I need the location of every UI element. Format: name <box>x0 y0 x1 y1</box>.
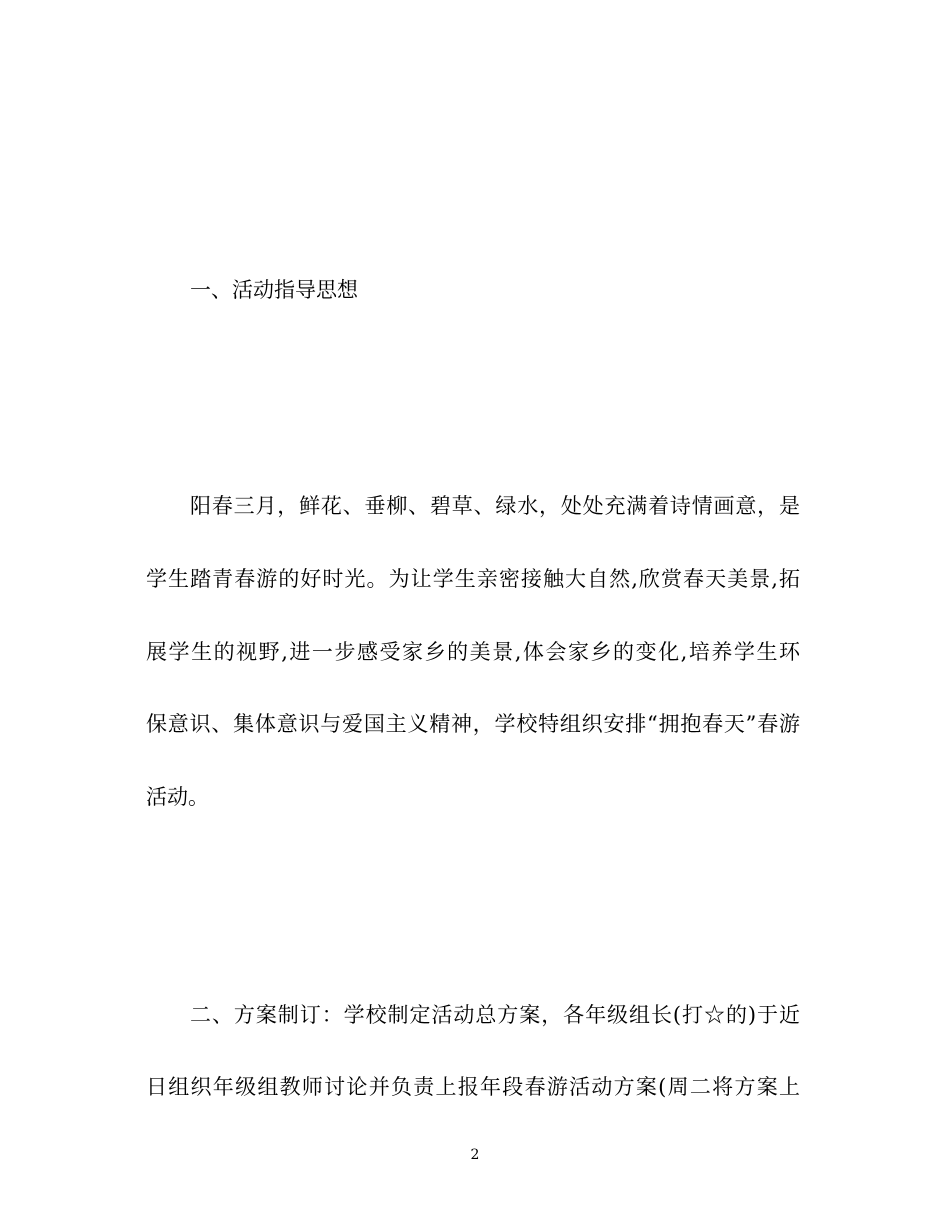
paragraph-line: 学生踏青春游的好时光。为让学生亲密接触大自然,欣赏春天美景,拓 <box>146 567 800 591</box>
section-heading-guiding-ideology: 一、活动指导思想 <box>190 278 358 302</box>
paragraph-line: 阳春三月，鲜花、垂柳、碧草、绿水，处处充满着诗情画意，是 <box>190 494 800 518</box>
paragraph-line: 二、方案制订：学校制定活动总方案，各年级组长(打☆的)于近 <box>190 1003 800 1027</box>
paragraph-line: 保意识、集体意识与爱国主义精神，学校特组织安排“拥抱春天”春游 <box>146 712 800 736</box>
page-number: 2 <box>470 1147 480 1163</box>
paragraph-line: 展学生的视野,进一步感受家乡的美景,体会家乡的变化,培养学生环 <box>146 640 800 664</box>
paragraph-line: 日组织年级组教师讨论并负责上报年段春游活动方案(周二将方案上 <box>146 1075 800 1099</box>
paragraph-line: 活动。 <box>146 785 209 809</box>
